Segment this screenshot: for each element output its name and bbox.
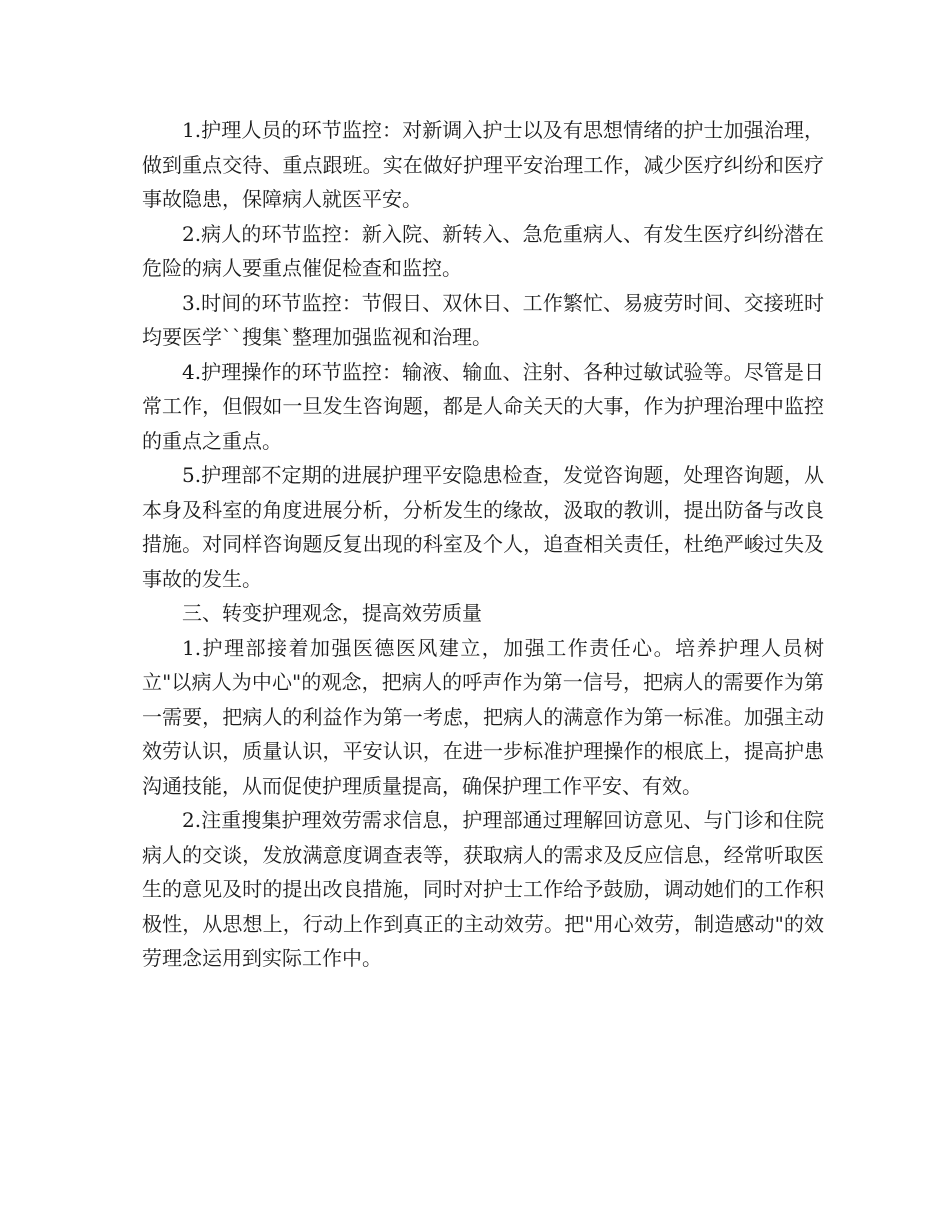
paragraph-staff-monitoring: 1.护理人员的环节监控：对新调入护士以及有思想情绪的护士加强治理，做到重点交待、重点跟班。实在做好护理平安治理工作，减少医疗纠纷和医疗事故隐患，保障病人就医平安。 — [142, 118, 824, 211]
section-heading-service-quality: 三、转变护理观念，提高效劳质量 — [182, 601, 482, 625]
paragraph-medical-ethics: 1.护理部接着加强医德医风建立，加强工作责任心。培养护理人员树立"以病人为中心"的观念，把病人的呼声作为第一信号，把病人的需要作为第一需要，把病人的利益作为第一考虑，把病人的满意作为第一标准。加强主动效劳认识，质量认识，平安认识，在进一步标准护理操作的根底上，提高护患沟通技能，从而促使护理质量提高，确保护理工作平安、有效。 — [142, 635, 824, 798]
paragraph-service-feedback: 2.注重搜集护理效劳需求信息，护理部通过理解回访意见、与门诊和住院病人的交谈，发放满意度调查表等，获取病人的需求及反应信息，经常听取医生的意见及时的提出改良措施，同时对护士工作给予鼓励，调动她们的工作积极性，从思想上，行动上作到真正的主动效劳。把"用心效劳，制造感动"的效劳理念运用到实际工作中。 — [142, 808, 824, 970]
paragraph-safety-inspection: 5.护理部不定期的进展护理平安隐患检查，发觉咨询题，处理咨询题，从本身及科室的角度进展分析，分析发生的缘故，汲取的教训，提出防备与改良措施。对同样咨询题反复出现的科室及个人，追查相关责任，杜绝严峻过失及事故的发生。 — [142, 463, 824, 591]
document-body — [142, 113, 824, 976]
paragraph-operation-monitoring: 4.护理操作的环节监控：输液、输血、注射、各种过敏试验等。尽管是日常工作，但假如一旦发生咨询题，都是人命关天的大事，作为护理治理中监控的重点之重点。 — [142, 359, 824, 453]
paragraph-time-monitoring: 3.时间的环节监控：节假日、双休日、工作繁忙、易疲劳时间、交接班时均要医学``搜集`整理加强监视和治理。 — [142, 290, 824, 349]
paragraph-patient-monitoring: 2.病人的环节监控：新入院、新转入、急危重病人、有发生医疗纠纷潜在危险的病人要重点催促检查和监控。 — [142, 221, 824, 280]
